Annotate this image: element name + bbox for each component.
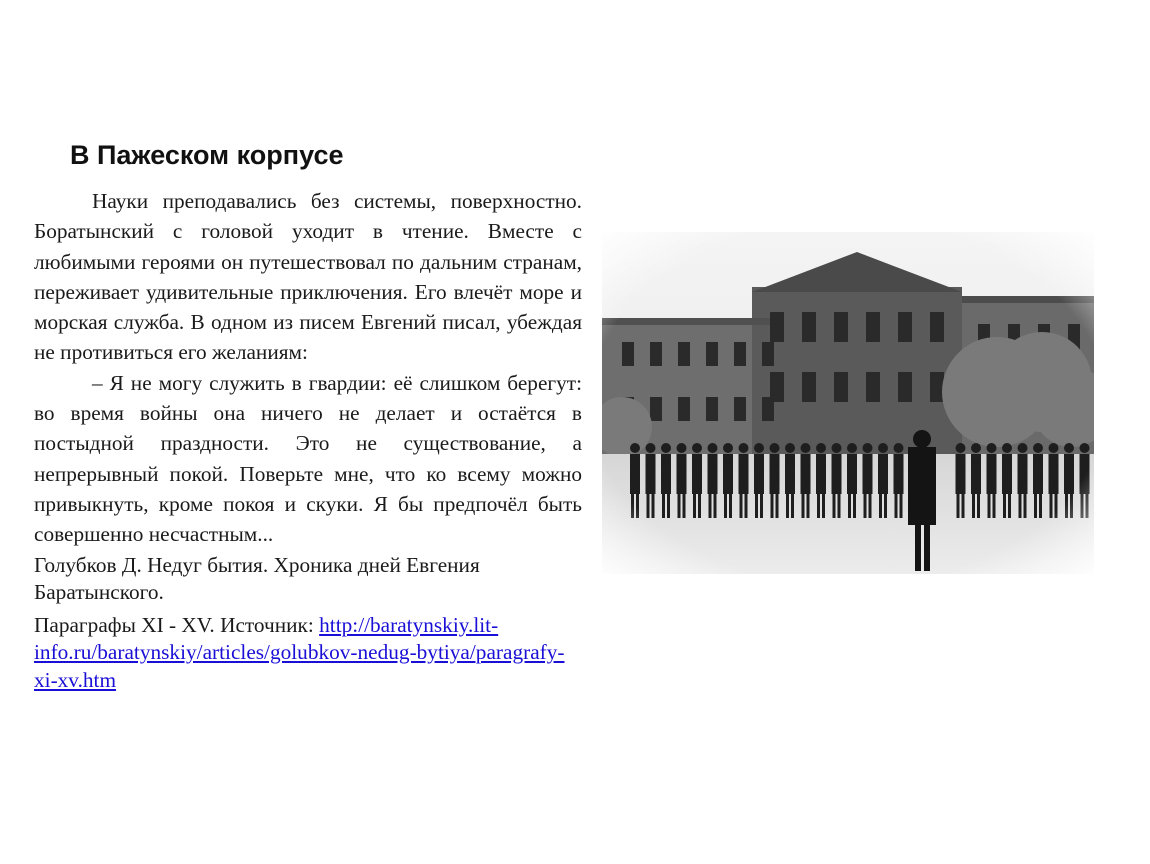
paragraph-narrative: Науки преподавались без системы, поверхностно. Боратынский с головой уходит в чтение. Вместе с любимыми героями он путешествовал по дальним странам, переживает удивительные приключения. Его влечёт море и морская служба. В одном из писем Евгений писал, убеждая не противиться его желаниям: xyxy=(34,189,582,365)
source-prefix: Параграфы XI - XV. Источник: xyxy=(34,612,320,637)
source-link[interactable]: http://baratynskiy.lit-info.ru/baratynskiy/articles/golubkov-nedug-bytiya/paragrafy-xi-xv.htm xyxy=(34,612,565,692)
historical-photo xyxy=(602,232,1094,574)
slide-title: В Пажеском корпусе xyxy=(70,140,344,170)
paragraph-quote: – Я не могу служить в гвардии: её слишком берегут: во время войны она ничего не делает и остаётся в постыдной праздности. Это не существование, а непрерывный покой. Поверьте мне, что ко всему можно привыкнуть, кроме покоя и скуки. Я бы предпочёл быть совершенно несчастным... xyxy=(34,370,582,547)
slide-body xyxy=(34,186,582,694)
source-line xyxy=(34,612,582,695)
citation-text: Голубков Д. Недуг бытия. Хроника дней Евгения Баратынского. xyxy=(34,552,480,605)
